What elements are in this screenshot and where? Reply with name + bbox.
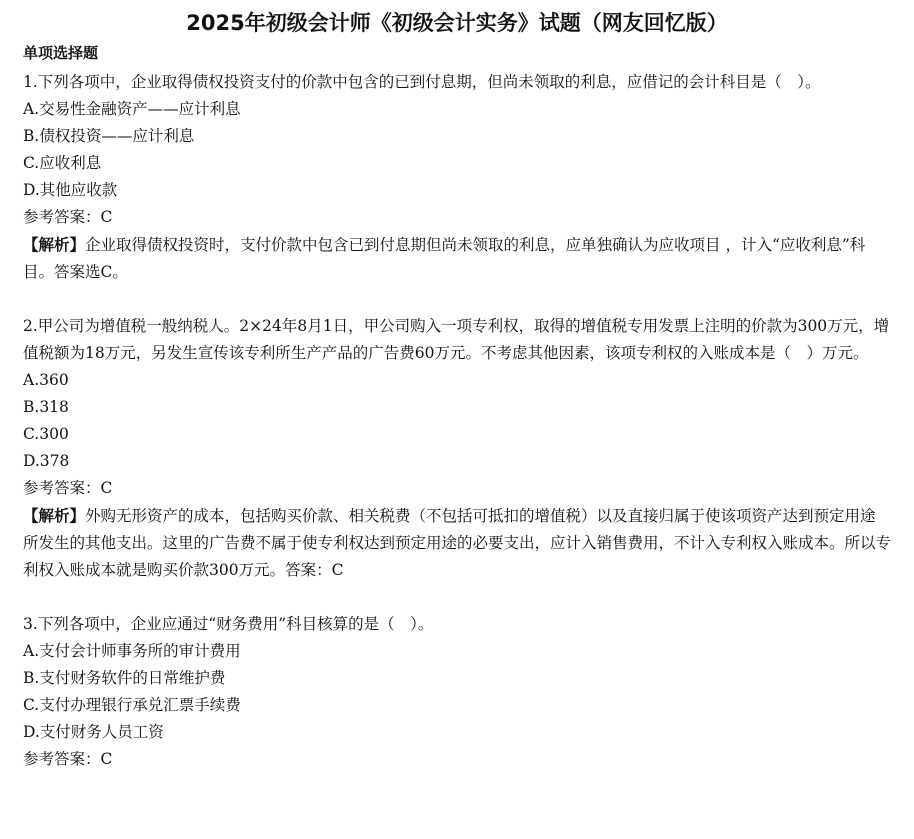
question-list	[23, 69, 891, 800]
analysis-text: 企业取得债权投资时，支付价款中包含已到付息期但尚未领取的利息，应单独确认为应收项目 ，计入“应收利息”科目。答案选C。	[23, 236, 866, 281]
reference-answer: 参考答案：C	[23, 750, 113, 768]
option-d: D.支付财务人员工资	[23, 723, 164, 741]
option-c: C.应收利息	[23, 154, 102, 172]
option-d: D.其他应收款	[23, 181, 118, 199]
option-d: D.378	[23, 452, 70, 470]
option-a: A.交易性金融资产——应计利息	[23, 100, 241, 118]
option-a: A.支付会计师事务所的审计费用	[23, 642, 241, 660]
question-2	[23, 313, 891, 584]
question-stem: 3.下列各项中，企业应通过“财务费用”科目核算的是（ ）。	[23, 615, 434, 633]
analysis	[23, 502, 891, 584]
option-b: B.债权投资——应计利息	[23, 127, 195, 145]
option-c: C.300	[23, 425, 69, 443]
analysis-tag: 【解析】	[23, 235, 86, 254]
analysis	[23, 231, 891, 286]
reference-answer: 参考答案：C	[23, 479, 113, 497]
question-stem: 2.甲公司为增值税一般纳税人。2×24年8月1日，甲公司购入一项专利权，取得的增值税专用发票上注明的价款为300万元，增值税额为18万元，另发生宣传该专利所生产产品的广告费60万元。不考虑其他因素，该项专利权的入账成本是（ ）万元。	[23, 317, 890, 362]
option-c: C.支付办理银行承兑汇票手续费	[23, 696, 241, 714]
section-heading: 单项选择题	[23, 44, 99, 62]
question-1	[23, 69, 891, 286]
analysis-text: 外购无形资产的成本，包括购买价款、相关税费（不包括可抵扣的增值税）以及直接归属于使该项资产达到预定用途所发生的其他支出。这里的广告费不属于使专利权达到预定用途的必要支出，应计入销售费用，不计入专利权入账成本。所以专利权入账成本就是购买价款300万元。答案：C	[23, 507, 892, 579]
analysis-tag: 【解析】	[23, 506, 86, 525]
document-title: 2025年初级会计师《初级会计实务》试题（网友回忆版）	[186, 11, 728, 35]
question-3	[23, 611, 891, 773]
option-b: B.318	[23, 398, 69, 416]
option-a: A.360	[23, 371, 69, 389]
reference-answer: 参考答案：C	[23, 208, 113, 226]
question-stem: 1.下列各项中，企业取得债权投资支付的价款中包含的已到付息期，但尚未领取的利息，应借记的会计科目是（ ）。	[23, 73, 821, 91]
option-b: B.支付财务软件的日常维护费	[23, 669, 226, 687]
